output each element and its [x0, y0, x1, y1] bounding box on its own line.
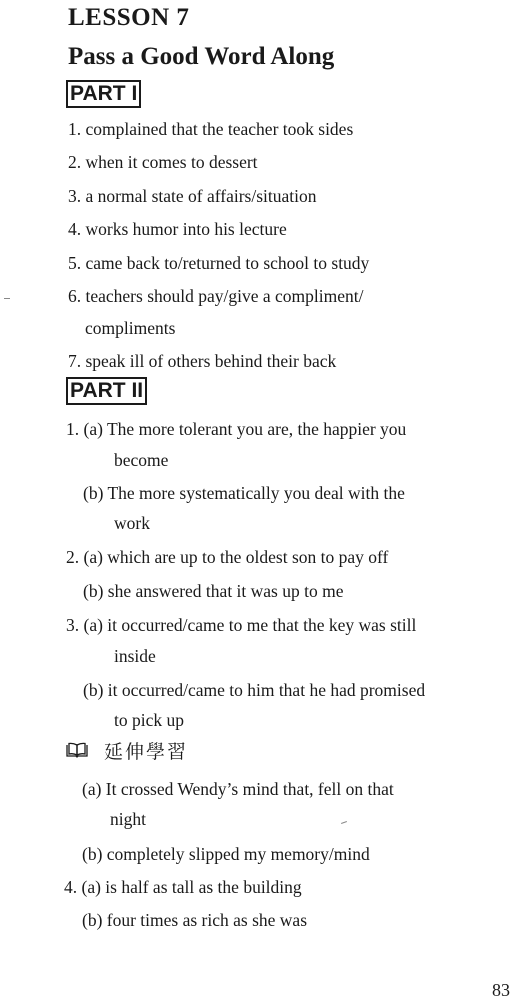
part1-item-2: 2. when it comes to dessert	[68, 152, 258, 172]
part2-line-3b: (b) it occurred/came to him that he had promised	[83, 680, 426, 700]
part1-item-3: 3. a normal state of affairs/situation	[68, 186, 317, 206]
part1-item-4: 4. works humor into his lecture	[68, 219, 287, 239]
lesson-heading: LESSON 7	[68, 4, 190, 31]
scan-mark	[4, 298, 10, 299]
part2-line-2b: (b) she answered that it was up to me	[83, 581, 344, 601]
lesson-title: Pass a Good Word Along	[68, 43, 335, 70]
part2-line-3b-continued: to pick up	[114, 710, 184, 730]
part2-line-1a: 1. (a) The more tolerant you are, the happier you	[66, 419, 407, 439]
part2-line-3a-continued: inside	[114, 646, 156, 666]
part1-item-6-continued: compliments	[85, 318, 176, 338]
part2-line-1b-continued: work	[114, 513, 150, 533]
part2-line-1a-continued: become	[114, 450, 169, 470]
extension-line-b: (b) completely slipped my memory/mind	[82, 844, 370, 864]
part1-item-1: 1. complained that the teacher took sides	[68, 119, 354, 139]
part2-line-4a: 4. (a) is half as tall as the building	[64, 877, 302, 897]
open-book-icon	[66, 742, 88, 758]
extension-heading: 延伸學習	[104, 741, 189, 763]
part2-line-4b: (b) four times as rich as she was	[82, 910, 308, 930]
part2-line-1b: (b) The more systematically you deal with the	[83, 483, 405, 503]
part2-line-3a: 3. (a) it occurred/came to me that the key was still	[66, 615, 417, 635]
scan-mark	[341, 821, 347, 824]
part1-item-6: 6. teachers should pay/give a compliment/	[68, 286, 364, 306]
part-1-label: PART I	[66, 80, 141, 108]
page-number: 83	[492, 980, 510, 1000]
part1-item-5: 5. came back to/returned to school to study	[68, 253, 370, 273]
extension-line-a: (a) It crossed Wendy’s mind that, fell on that	[82, 779, 394, 799]
part-2-label: PART II	[66, 377, 147, 405]
part2-line-2a: 2. (a) which are up to the oldest son to pay off	[66, 547, 389, 567]
extension-line-a-continued: night	[110, 809, 146, 829]
part1-item-7: 7. speak ill of others behind their back	[68, 351, 337, 371]
